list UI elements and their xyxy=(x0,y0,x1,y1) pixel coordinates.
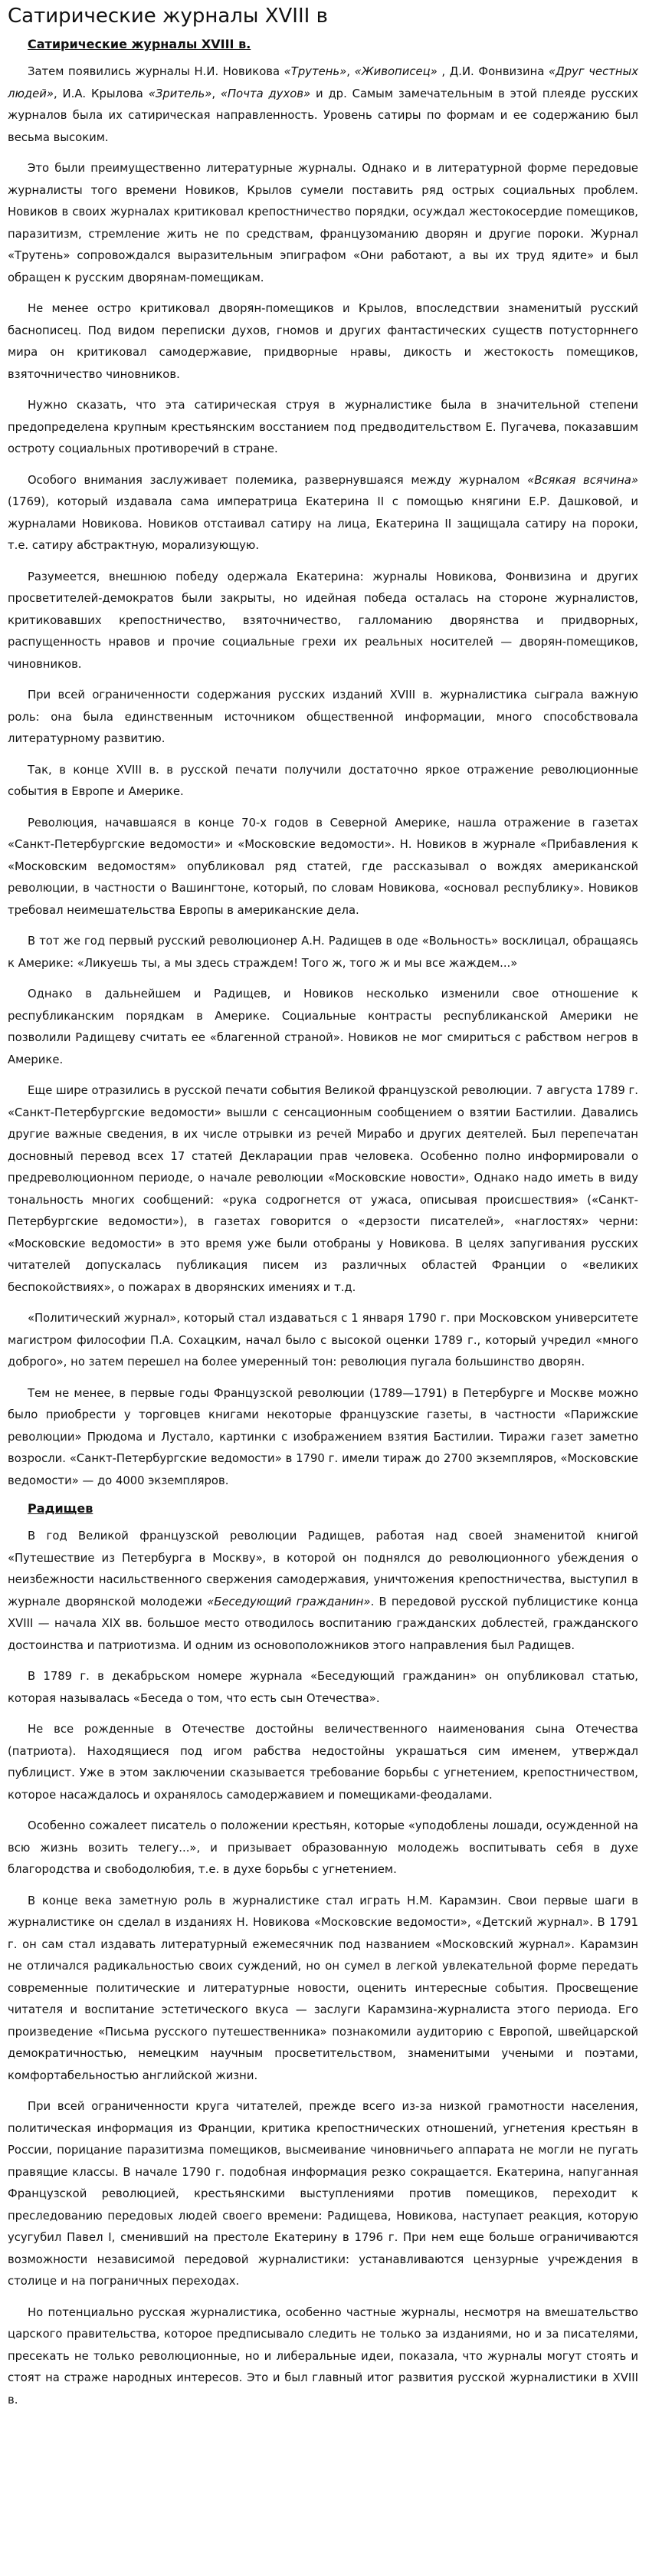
text-run: Тем не менее, в первые годы Французской революции (1789—1791) в Петербурге и Москве можно было приобрести у торговцев книгами некоторые французские газеты, в частности «Парижские революции» Прюдома и Лустало, картинки с изображением взятия Бастилии. Тиражи газет заметно возросли. «Санкт-Петербургские ведомости» в 1790 г. имели тираж до 2700 экземпляров, «Московские ведомости» — до 4000 экземпляров. xyxy=(8,1386,638,1487)
paragraph xyxy=(8,1308,638,1374)
paragraph xyxy=(8,1526,638,1657)
paragraph xyxy=(8,395,638,461)
text-run: В 1789 г. в декабрьском номере журнала «Беседующий гражданин» он опубликовал статью, которая называлась «Беседа о том, что есть сын Отечества». xyxy=(8,1670,638,1705)
italic-text: «Друг честных людей» xyxy=(8,65,638,100)
paragraph xyxy=(8,813,638,922)
text-run: Так, в конце XVIII в. в русской печати получили достаточно яркое отражение революционные события в Европе и Америке. xyxy=(8,763,638,798)
paragraph xyxy=(8,470,638,557)
text-run: «Политический журнал», который стал издаваться с 1 января 1790 г. при Московском университете магистром философии П.А. Сохацким, начал было с высокой оценки 1789 г., который учредил «много доброго», но затем перешел на более умеренный тон: революция пугала большинство дворян. xyxy=(8,1312,638,1368)
paragraph xyxy=(8,760,638,803)
text-run: , xyxy=(346,65,355,78)
text-run: Разумеется, внешнюю победу одержала Екатерина: журналы Новикова, Фонвизина и других просветителей-демократов были закрыты, но идейная победа осталась на стороне журналистов, критиковавших крепостничество, взяточничество, галломанию дворянства и придворных, распущенность нравов и прочие социальные грехи их реальных носителей — дворян-помещиков, чиновников. xyxy=(8,570,638,671)
text-run: Не менее остро критиковал дворян-помещиков и Крылов, впоследствии знаменитый русский баснописец. Под видом переписки духов, гномов и других фантастических существ потусторннего мира он критиковал самодержавие, придворные нравы, дикость и жестокость помещиков, взяточничество чиновников. xyxy=(8,302,638,381)
text-run: Особенно сожалеет писатель о положении крестьян, которые «уподоблены лошади, осужденной на всю жизнь возить телегу...», и призывает образованную молодежь воспитывать себя в духе благородства и свободолюбия, т.е. в духе борьбы с угнетением. xyxy=(8,1819,638,1876)
italic-text: «Живописец» xyxy=(354,65,438,78)
paragraph xyxy=(8,2096,638,2293)
paragraph xyxy=(8,1815,638,1881)
text-run: В год Великой французской революции Радищев, работая над своей знаменитой книгой «Путешествие из Петербурга в Москву», в которой он поднялся до революционного убеждения о неизбежности насильственного свержения самодержавия, уничтожения крепостничества, выступил в журнале дворянской молодежи xyxy=(8,1530,638,1608)
text-run: При всей ограниченности содержания русских изданий XVIII в. журналистика сыграла важную роль: она была единственным источником общественной информации, много способствовала литературному развитию. xyxy=(8,688,638,745)
paragraph xyxy=(8,931,638,974)
text-run: В тот же год первый русский революционер А.Н. Радищев в оде «Вольность» восклицал, обращаясь к Америке: «Ликуешь ты, а мы здесь страждем! Того ж, того ж и мы все жаждем...» xyxy=(8,935,638,970)
italic-text: «Почта духов» xyxy=(220,87,311,100)
paragraph xyxy=(8,61,638,149)
paragraph xyxy=(8,1080,638,1299)
paragraph xyxy=(8,1719,638,1806)
text-run: (1769), который издавала сама императрица Екатерина II с помощью княгини Е.Р. Дашковой, и журналами Новикова. Новиков отстаивал сатиру на лица, Екатерина II защищала сатиру на пороки, т.е. сатиру абстрактную, морализующую. xyxy=(8,495,638,552)
text-run: В конце века заметную роль в журналистике стал играть Н.М. Карамзин. Свои первые шаги в журналистике он сделал в изданиях Н. Новикова «Московские ведомости», «Детский журнал». В 1791 г. он сам стал издавать литературный ежемесячник под названием «Московский журнал». Карамзин не отличался радикальностью своих суждений, но он сумел в легкой увлекательной форме передать современные политические и литературные новости, оценить интересные события. Просвещение читателя и воспитание эстетического вкуса — заслуги Карамзина-журналиста этого периода. Его произведение «Письма русского путешественника» познакомили аудиторию с Европой, швейцарской демократичностью, немецким научным просветительством, знаменитыми учеными и поэтами, комфортабельностью английской жизни. xyxy=(8,1894,638,2082)
text-run: Революция, начавшаяся в конце 70-х годов в Северной Америке, нашла отражение в газетах «Санкт-Петербургские ведомости» и «Московские ведомости». Н. Новиков в журнале «Прибавления к «Московским ведомостям» опубликовал ряд статей, где рассказывал о вождях американской революции, в частности о Вашингтоне, который, по словам Новикова, «основал республику». Новиков требовал неимешательства Европы в американские дела. xyxy=(8,816,638,917)
text-run: Это были преимущественно литературные журналы. Однако и в литературной форме передовые журналисты того времени Новиков, Крылов сумели поставить ряд острых социальных проблем. Новиков в своих журналах критиковал крепостничество порядки, осуждал жестокосердие помещиков, паразитизм, стремление жить не по средствам, французоманию дворян и другие пороки. Журнал «Трутень» сопровождался выразительным эпиграфом «Они работают, а вы их труд ядите» и был обращен к русским дворянам-помещикам. xyxy=(8,162,638,284)
text-run: Нужно сказать, что эта сатирическая струя в журналистике была в значительной степени предопределена крупным крестьянским восстанием под предводительством Е. Пугачева, показавшим остроту социальных противоречий в стране. xyxy=(8,399,638,455)
italic-text: «Зритель» xyxy=(148,87,212,100)
paragraph xyxy=(8,1891,638,2088)
section-satirical-journals xyxy=(8,37,638,1492)
text-run: и др. Самым замечательным в этой плеяде русских журналов была их сатирическая направленность. Уровень сатиры по формам и ее содержанию был весьма высоким. xyxy=(8,87,638,144)
text-run: , Д.И. Фонвизина xyxy=(437,65,549,78)
text-run: Еще шире отразились в русской печати события Великой французской революции. 7 августа 1789 г. «Санкт-Петербургские ведомости» вышли с сенсационным сообщением о взятии Бастилии. Давались другие важные сведения, в их числе отрывки из речей Мирабо и других деятелей. Был перепечатан досновный перевод всех 17 статей Декларации прав человека. Особенно полно информировали о предреволюционном периоде, о начале революции «Московские новости», Однако надо иметь в виду тональность многих сообщений: «рука содрогнется от ужаса, описывая происшествия» («Санкт-Петербургские ведомости»), в газетах говорится о «дерзости писателей», «наглостях» черни: «Московские ведомости» в это время уже были отобраны у Новикова. В целях запугивания русских читателей допускалась публикация писем из различных областей Франции о «великих беспокойствиях», о пожарах в дворянских имениях и т.д. xyxy=(8,1084,638,1294)
section-heading: Радищев xyxy=(28,1501,93,1516)
text-run: Затем появились журналы Н.И. Новикова xyxy=(28,65,284,78)
text-run: Не все рожденные в Отечестве достойны величественного наименования сына Отечества (патриота). Находящиеся под игом рабства недостойны украшаться сим именем, утверждал публицист. Уже в этом заключении сказывается требование борьбы с угнетением, крепостничеством, которое насаждалось и охранялось самодержавием и помещиками-феодалами. xyxy=(8,1723,638,1802)
page-title: Сатирические журналы XVIII в xyxy=(8,5,328,28)
paragraph xyxy=(8,1666,638,1710)
italic-text: «Трутень» xyxy=(284,65,347,78)
italic-text: «Всякая всячина» xyxy=(527,473,638,487)
section-body xyxy=(8,1526,638,2411)
paragraph xyxy=(8,158,638,289)
text-run: Но потенциально русская журналистика, особенно частные журналы, несмотря на вмешательство царского правительства, которое предписывало следить не только за изданиями, но и за писателями, пресекать не только революционные, но и либеральные идеи, показала, что журналы могут стоять и стоят на страже народных интересов. Это и был главный итог развития русской журналистики в XVIII в. xyxy=(8,2305,638,2407)
paragraph xyxy=(8,567,638,676)
paragraph xyxy=(8,685,638,751)
paragraph xyxy=(8,2302,638,2412)
text-run: При всей ограниченности круга читателей, прежде всего из-за низкой грамотности населения, политическая информация из Франции, критика крепостнических отношений, угнетения крестьян в России, порицание паразитизма помещиков, высмеивание чиновничьего аппарата не могли не пугать правящие классы. В начале 1790 г. подобная информация резко сокращается. Екатерина, напуганная Французской революцией, крестьянскими выступлениями против помещиков, переходит к преследованию передовых людей своего времени: Радищева, Новикова, наступает реакция, которую усугубил Павел I, сменивший на престоле Екатерину в 1796 г. При нем еще больше ограничиваются возможности независимой передовой журналистики: устанавливаются цензурные учреждения в столице и на пограничных переходах. xyxy=(8,2100,638,2288)
italic-text: «Беседующий гражданин» xyxy=(207,1595,371,1608)
section-radishchev xyxy=(8,1501,638,2411)
text-run: Однако в дальнейшем и Радищев, и Новиков несколько изменили свое отношение к республиканским порядкам в Америке. Социальные контрасты республиканской Америки не позволили Радищеву считать ее «благенной страной». Новиков не мог смириться с рабством негров в Америке. xyxy=(8,987,638,1066)
section-body xyxy=(8,61,638,1492)
text-run: Особого внимания заслуживает полемика, развернувшаяся между журналом xyxy=(28,473,528,487)
paragraph xyxy=(8,984,638,1071)
text-run: , xyxy=(211,87,221,100)
section-heading: Сатирические журналы XVIII в. xyxy=(28,37,251,51)
paragraph xyxy=(8,1383,638,1493)
text-run: . В передовой русской публицистике конца XVIII — начала XIX вв. большое место отводилось воспитанию гражданских доблестей, гражданского достоинства и патриотизма. И одним из основоположников этого направления был Радищев. xyxy=(8,1595,639,1652)
paragraph xyxy=(8,298,638,386)
text-run: , И.А. Крылова xyxy=(54,87,149,100)
